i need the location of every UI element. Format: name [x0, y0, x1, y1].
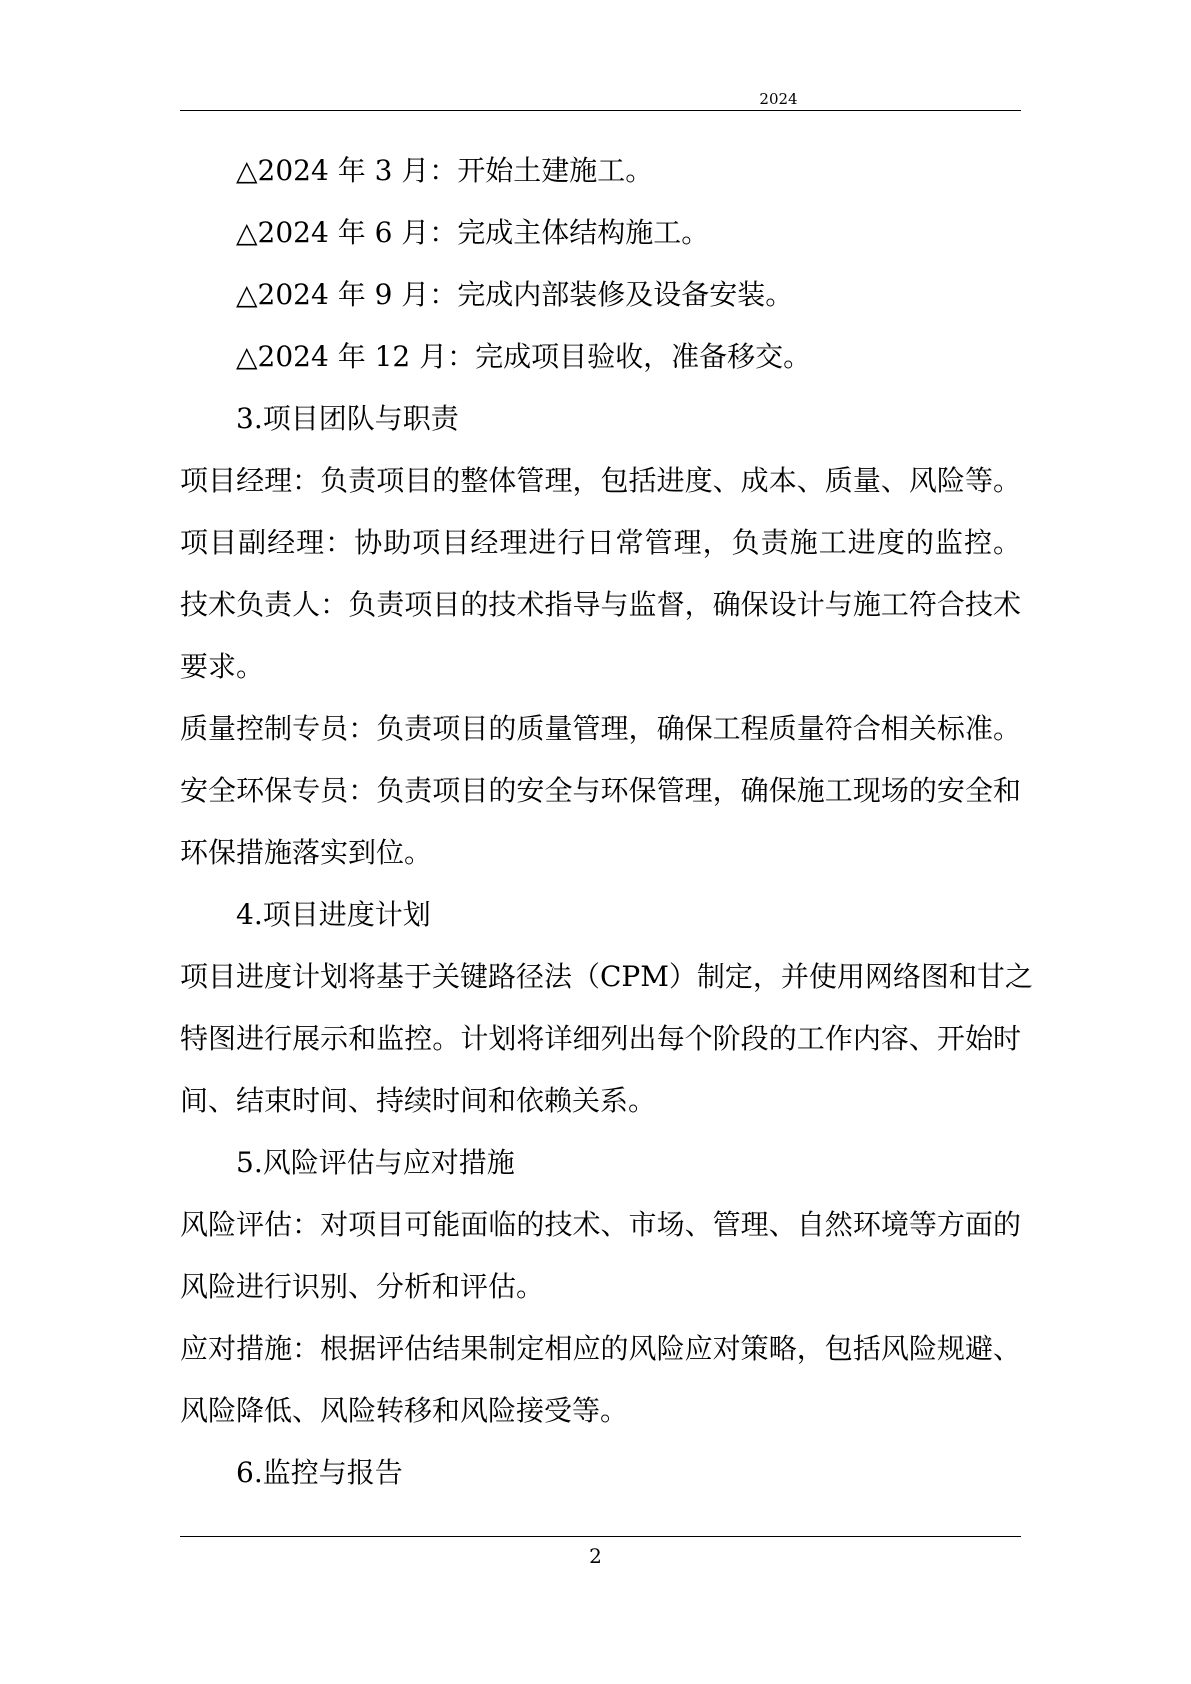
paragraph-line: 风险降低、风险转移和风险接受等。 — [180, 1394, 629, 1427]
paragraph-line: 间、结束时间、持续时间和依赖关系。 — [180, 1084, 657, 1117]
paragraph-line: 风险进行识别、分析和评估。 — [180, 1270, 545, 1303]
paragraph-line: 应对措施：根据评估结果制定相应的风险应对策略，包括风险规避、 — [180, 1332, 1021, 1365]
page-number: 2 — [589, 1544, 602, 1568]
paragraph-line: 项目副经理：协助项目经理进行日常管理，负责施工进度的监控。 — [180, 526, 1021, 559]
milestone-september: △2024 年 9 月：完成内部装修及设备安装。 — [236, 278, 794, 311]
header-year: 2024 — [759, 90, 798, 108]
paragraph-line: 技术负责人：负责项目的技术指导与监督，确保设计与施工符合技术 — [180, 588, 1021, 621]
footer-rule — [180, 1536, 1021, 1537]
section-heading-schedule: 4.项目进度计划 — [236, 898, 431, 931]
milestone-december: △2024 年 12 月：完成项目验收，准备移交。 — [236, 340, 812, 373]
section-heading-risk: 5.风险评估与应对措施 — [236, 1146, 515, 1179]
milestone-june: △2024 年 6 月：完成主体结构施工。 — [236, 216, 710, 249]
milestone-march: △2024 年 3 月：开始土建施工。 — [236, 154, 654, 187]
section-heading-monitoring: 6.监控与报告 — [236, 1456, 403, 1489]
paragraph-line: 要求。 — [180, 650, 265, 683]
paragraph-line: 项目经理：负责项目的整体管理，包括进度、成本、质量、风险等。 — [180, 464, 1021, 497]
paragraph-line: 特图进行展示和监控。计划将详细列出每个阶段的工作内容、开始时 — [180, 1022, 1021, 1055]
header-rule — [180, 110, 1021, 111]
paragraph-line: 风险评估：对项目可能面临的技术、市场、管理、自然环境等方面的 — [180, 1208, 1021, 1241]
section-heading-team: 3.项目团队与职责 — [236, 402, 459, 435]
paragraph-line: 质量控制专员：负责项目的质量管理，确保工程质量符合相关标准。 — [180, 712, 1021, 745]
paragraph-line: 项目进度计划将基于关键路径法（CPM）制定，并使用网络图和甘之 — [180, 960, 1033, 993]
paragraph-line: 安全环保专员：负责项目的安全与环保管理，确保施工现场的安全和 — [180, 774, 1021, 807]
page-header — [0, 90, 1191, 108]
document-body — [180, 140, 1033, 1504]
paragraph-line: 环保措施落实到位。 — [180, 836, 433, 869]
